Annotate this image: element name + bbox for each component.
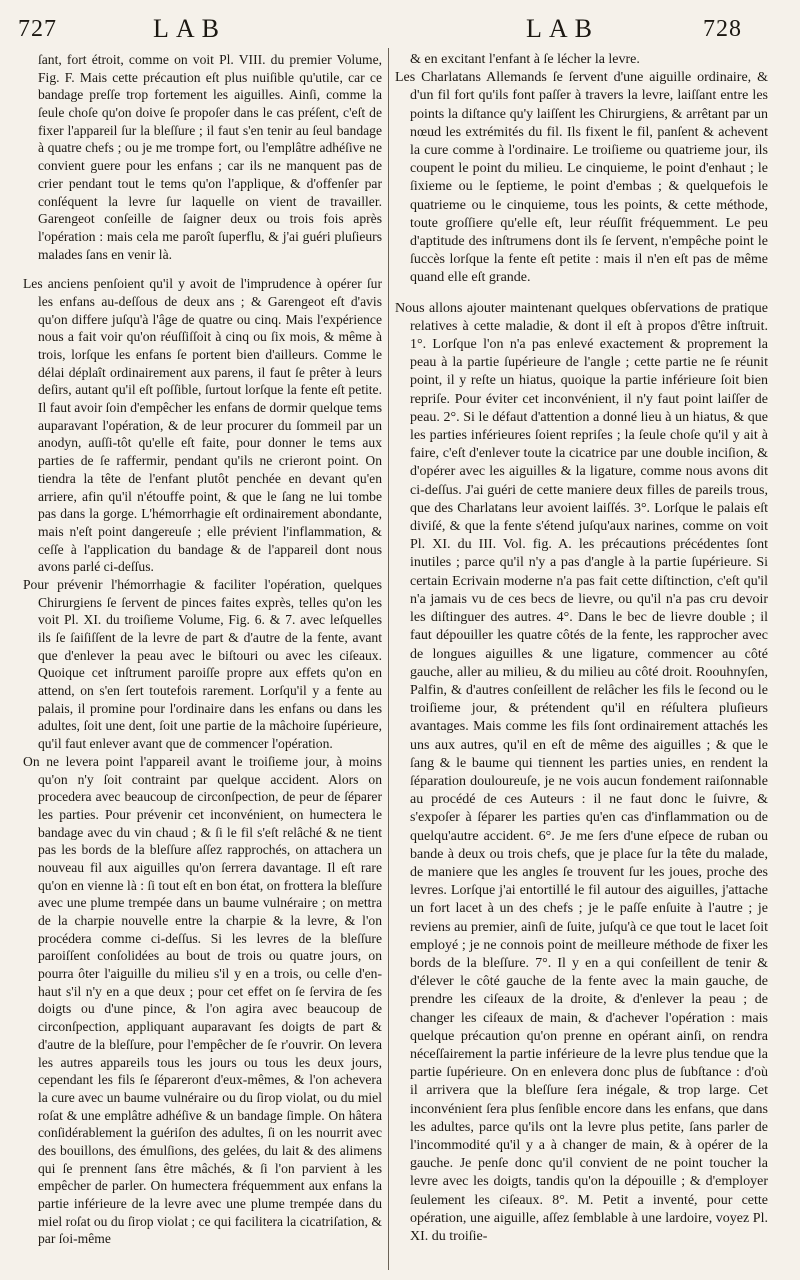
left-paragraph-4: On ne levera point l'appareil avant le troiſieme jour, à moins qu'on n'y ſoit contraint par quelque accident. Alors on procedera avec beaucoup de circonſpection, de peur de ſéparer les parties. Pour prévenir cet inconvénient, on humectera le bandage avec du vin chaud ; & ſi le fil s'eſt relâché & ne tient pas les bords de la bleſſure aſſez rapprochés, on attachera un nouveau fil aux aiguilles qu'on ſerrera davantage. Il eſt rare qu'on en vienne là : ſi tout eſt en bon état, on frottera la bleſſure avec une plume trempée dans un baume vulnéraire ; on mettra de la charpie nouvelle entre la charpie & la levre, & l'on procédera comme ci-deſſus. Si les levres de la bleſſure paroiſſent conſolidées au bout de trois ou quatre jours, on pourra ôter l'aiguille du milieu s'il y en a trois, ou celle d'en-haut s'il n'y en a que deux ; pour cet effet on ſe ſervira de ſes doigts ou d'une pince, & l'on agira avec beaucoup de circonſpection, appliquant auparavant ſes doigts de part & d'autre de la bleſſure, pour l'empêcher de ſe r'ouvrir. On levera les autres appareils tous les jours ou tous les deux jours, cependant les fils ſe ſépareront d'eux-mêmes, & l'on achevera la cure avec un baume vulnéraire ou du ſirop violat, ou du miel roſat & une emplâtre adhéſive & un bandage ſimple. On hâtera conſidérablement la guériſon des adultes, ſi on les nourrit avec des bouillons, des émulſions, des gelées, du lait & des alimens qui ſe prennent ſans être mâchés, & ſi l'on parvient à les empêcher de parler. On humectera fréquemment aux enfans la partie inférieure de la levre avec une plume trempée dans du miel roſat ou du ſirop violat ; ce qui facilitera la cicatriſation, & par ſoi-même [23,753,382,1247]
right-paragraph-1: & en excitant l'enfant à ſe lécher la levre. [410,52,640,67]
left-paragraph-2: Les anciens penſoient qu'il y avoit de l'imprudence à opérer ſur les enfans au-deſſous de deux ans ; & Garengeot eſt d'avis qu'on differe juſqu'à l'âge de quatre ou cinq. Mais l'expérience nous a fait voir qu'on réuſſiſſoit à cinq ou ſix mois, & même à trois, lorſque les enfans ſe portent bien d'ailleurs. Comme le délai déplaît ordinairement aux parens, il faut ſe prêter à leurs deſirs, autant qu'il eſt poſſible, ſurtout lorſque la fente eſt petite. Il faut avoir ſoin d'empêcher les enfans de dormir quelque tems auparavant l'opération, & de leur procurer du ſommeil par un anodyn, auſſi-tôt qu'elle eſt faite, pour donner le tems aux parties de ſe raffermir, pendant qu'ils ne crieront point. On tiendra la tête de l'enfant plutôt penchée en devant qu'en arriere, afin qu'il n'étouffe point, & que le ſang ne lui tombe pas dans la gorge. L'hémorrhagie eſt ordinairement abondante, mais n'eſt point dangereuſe ; elle prévient l'inflammation, & ceſſe à l'application du bandage & de l'appareil dont nous avons parlé ci-deſſus. [23,276,382,575]
right-running-title: LAB [526,14,599,43]
right-page-number: 728 [703,16,742,42]
left-running-title: LAB [153,14,226,43]
left-paragraph-1: ſant, fort étroit, comme on voit Pl. VIII. du premier Volume, Fig. F. Mais cette précaution eſt plus nuiſible qu'utile, car ce bandage preſſe trop fortement les aiguilles. Ainſi, comme la ſeule choſe qu'on doive ſe propoſer dans le cas préſent, c'eſt de fixer l'appareil ſur la bleſſure ; il faut s'en tenir au ſeul bandage à quatre chefs ; ou je me trompe fort, ou l'emplâtre adhéſive ne convient guere pour les enfans ; car ils ne manquent pas de crier pendant tout le tems qu'on l'applique, & d'offenſer par conſéquent la levre ſur laquelle on vient de travailler. Garengeot conſeille de ſaigner deux ou trois fois après l'opération : mais cela me paroît ſuperflu, & j'ai guéri pluſieurs malades ſans en venir là. [38,52,382,262]
column-divider [388,48,389,1270]
left-page-number: 727 [18,16,57,42]
right-paragraph-3: Nous allons ajouter maintenant quelques obſervations de pratique relatives à cette maladie, & dont il eſt à propos d'être inſtruit. 1°. Lorſque l'on n'a pas enlevé exactement & proprement la peau à la partie ſupérieure de l'angle ; cette partie ne ſe réunit point, il y reſte un hiatus, quoique la partie inférieure ſoit bien repriſe. Pour éviter cet inconvénient, il n'y faut point laiſſer de peau. 2°. Si le défaut d'attention a donné lieu à un hiatus, & que les parties inférieures ſoient repriſes ; la ſeule choſe qu'il y ait à faire, c'eſt d'enlever toute la cicatrice par une double inciſion, & d'opérer avec les aiguilles & la ligature, comme nous avons dit ci-deſſus. J'ai guéri de cette maniere deux filles de pareils trous, que des Charlatans leur avoient laiſſés. 3°. Lorſque le palais eſt diviſé, & que la fente s'étend juſqu'aux narines, comme on voit Pl. XI. du III. Vol. fig. A. les précautions précédentes ſont inutiles ; parce qu'il n'y a pas d'angle à la partie ſupérieure. Si certain Ecrivain moderne n'a pas fait cette diſtinction, c'eſt qu'il n'a jamais vu de ces becs de lievre, ou qu'il n'a pas cru devoir les diſtinguer des autres. 4°. Dans le bec de lievre double ; il faut dépouiller les quatre côtés de la fente, les rapprocher avec de longues aiguilles & une ligature, commencer au côté gauche, aller au milieu, & du milieu au côté droit. Roouhnyſen, Palfin, & d'autres conſeillent de relâcher les fils le ſecond ou le troiſieme jour, & prétendent qu'il en réſultera pluſieurs avantages. Mais comme les fils ſont ordinairement attachés les uns aux autres, qu'il en eſt de même des aiguilles ; & que le ſang & le baume qui tiennent les parties unies, en rendent la ſéparation douloureuſe, je ne vois aucun fondement raiſonnable au procédé de ces Auteurs : il ne faut donc le ſuivre, & s'expoſer à ſéparer les parties qu'en cas d'inflammation ou de quelqu'autre accident. 6°. Je me ſers d'une eſpece de ruban ou bande à deux ou trois chefs, que je place ſur la tête du malade, de maniere que les angles ſe trouvent ſur les joues, proche des levres. Lorſque j'ai entortillé le fil autour des aiguilles, j'attache un fort lacet à un des chefs ; je le paſſe enſuite à l'autre ; je reviens au premier, ainſi de ſuite, juſqu'à ce que tout le lacet ſoit employé ; je ne connois point de meilleure méthode de fixer les bords de la bleſſure. 7°. Il y en a qui conſeillent de tenir & d'élever le côté gauche de la fente avec la main gauche, de prendre les ciſeaux de la droite, & d'enlever la peau ; de changer les ciſeaux de main, & d'achever l'opération : mais quelque précaution qu'on prenne en opérant ainſi, on rendra néceſſairement la partie inférieure de la levre plus tendue que la partie ſupérieure. On en enlevera donc plus de ſubſtance : d'où il arrivera que la bleſſure ſera inégale, & trop large. Cet inconvénient ſera plus ſenſible encore dans les enfans, que dans les adultes, parce qu'ils ont la levre plus petite, ſans parler de l'incommodité qu'il y a à changer de main, & à opérer de la gauche. Je penſe donc qu'il convient de ne point toucher la levre avec les doigts, tandis qu'on la dépouille ; & d'employer ſeulement les ciſeaux. 8°. M. Petit a inventé, pour cette opération, une aiguille, aſſez ſemblable à une lardoire, voyez Pl. XI. du troiſie- [395,300,768,1244]
left-column [23,51,382,1248]
right-paragraph-2: Les Charlatans Allemands ſe ſervent d'une aiguille ordinaire, & d'un fil fort qu'ils font paſſer à travers la levre, laiſſant entre les points la diſtance qu'y laiſſent les Chirurgiens, & arrêtant par un nœud les extrémités du fil. Ils fixent le fil, panſent & achevent la cure comme à l'ordinaire. Le troiſieme ou quatrieme jour, ils coupent le point du milieu. Le cinquieme, le point d'enhaut ; le ſixieme ou le ſeptieme, le point d'embas ; & quelquefois le quatrieme ou le cinquieme, tous les points, & cette méthode, toute groſſiere qu'elle eſt, leur réuſſit fréquemment. Le peu d'aptitude des inſtrumens dont ils ſe ſervent, n'empêche point le ſuccès lorſque la fente eſt petite : mais il n'en eſt pas de même quand elle eſt grande. [395,70,768,286]
left-paragraph-3: Pour prévenir l'hémorrhagie & faciliter l'opération, quelques Chirurgiens ſe ſervent de pinces faites exprès, telles qu'on les voit Pl. XI. du troiſieme Volume, Fig. 6. & 7. avec leſquelles ils ſe ſaiſiſſent de la levre de part & d'autre de la fente, avant que d'enlever la peau avec le biſtouri ou avec les ciſeaux. Quoique cet inſtrument paroiſſe propre aux effets qu'on en attend, on s'en ſert toutefois rarement. Lorſqu'il y a fente au palais, il promine pour l'ordinaire dans les enfans ou dans les adultes, ſoit une dent, ſoit une partie de la mâchoire ſupérieure, qu'il faut enlever avant que de commencer l'opération. [23,576,382,752]
right-column [395,51,768,1246]
